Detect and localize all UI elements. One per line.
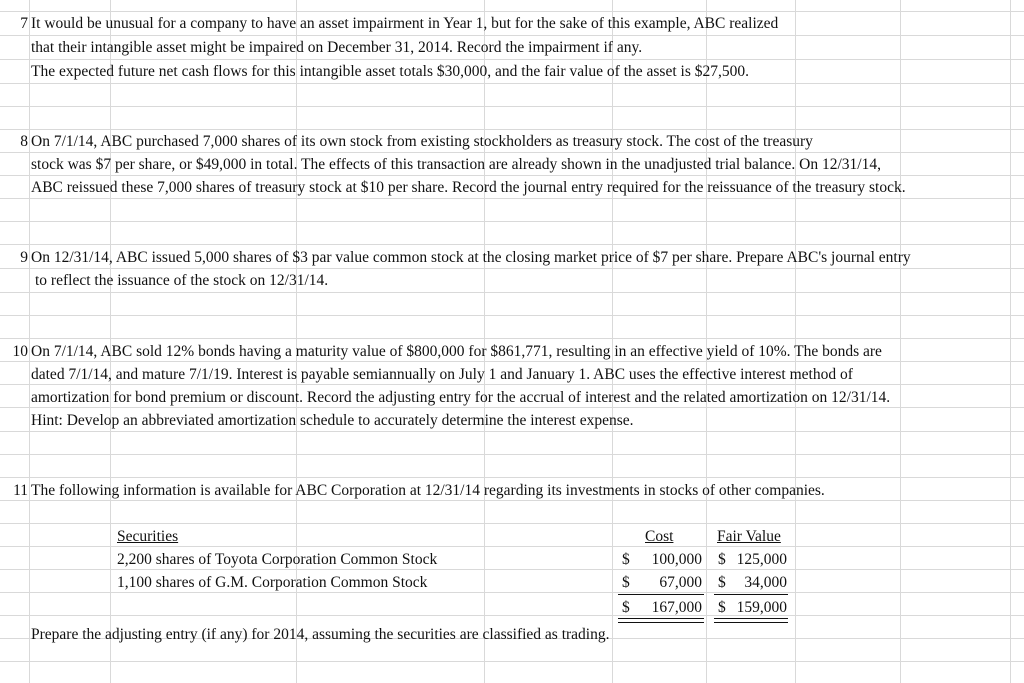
- problem-text-line: On 7/1/14, ABC purchased 7,000 shares of its own stock from existing stockholders as treasury stock. The cost of the treasury: [31, 133, 813, 150]
- total-double-rule: [714, 618, 788, 623]
- total-double-rule: [618, 618, 704, 623]
- total-fair-value-value: 159,000: [736, 599, 787, 616]
- table-row-security: 2,200 shares of Toyota Corporation Common Stock: [117, 551, 438, 568]
- subtotal-rule: [714, 594, 788, 595]
- problem-text-line: that their intangible asset might be impaired on December 31, 2014. Record the impairment if any.: [31, 39, 643, 56]
- problem-number: 9: [20, 249, 28, 266]
- table-row-security: 1,100 shares of G.M. Corporation Common Stock: [117, 574, 428, 591]
- fair-value-currency-sign: $: [718, 574, 726, 591]
- fair-value-currency-sign: $: [718, 551, 726, 568]
- problem-text-line: to reflect the issuance of the stock on 12/31/14.: [35, 272, 329, 289]
- problem-number: 10: [12, 343, 28, 360]
- problem-number: 8: [20, 133, 28, 150]
- total-fair-value-currency-sign: $: [718, 599, 726, 616]
- problem-number: 11: [13, 482, 28, 499]
- problem-text-line: dated 7/1/14, and mature 7/1/19. Interest is payable semiannually on July 1 and January 1. ABC uses the effective interest method of: [31, 366, 853, 383]
- cost-value: 100,000: [651, 551, 702, 568]
- problem-text-line: The following information is available for ABC Corporation at 12/31/14 regarding its investments in stocks of other companies.: [31, 482, 825, 499]
- securities-header: Securities: [117, 528, 179, 545]
- fair-value-value: 125,000: [736, 551, 787, 568]
- total-cost-currency-sign: $: [622, 599, 630, 616]
- problem-text-line: The expected future net cash flows for this intangible asset totals $30,000, and the fair value of the asset is $27,500.: [31, 63, 749, 80]
- fair-value-header: Fair Value: [717, 528, 781, 545]
- problem-number: 7: [20, 15, 28, 32]
- subtotal-rule: [618, 594, 704, 595]
- problem-text-line: It would be unusual for a company to have an asset impairment in Year 1, but for the sake of this example, ABC realized: [31, 15, 779, 32]
- problem-text-line: On 7/1/14, ABC sold 12% bonds having a maturity value of $800,000 for $861,771, resulting in an effective yield of 10%. The bonds are: [31, 343, 882, 360]
- cost-currency-sign: $: [622, 574, 630, 591]
- fair-value-value: 34,000: [744, 574, 787, 591]
- closing-instruction: Prepare the adjusting entry (if any) for 2014, assuming the securities are classified as trading.: [31, 626, 610, 643]
- cost-header: Cost: [645, 528, 674, 545]
- problem-text-line: amortization for bond premium or discount. Record the adjusting entry for the accrual of interest and the related amortization on 12/31/14.: [31, 389, 891, 406]
- problem-text-line: Hint: Develop an abbreviated amortization schedule to accurately determine the interest expense.: [31, 412, 634, 429]
- problem-text-line: ABC reissued these 7,000 shares of treasury stock at $10 per share. Record the journal entry required for the reissuance of the treasury stock.: [31, 179, 906, 196]
- cost-value: 67,000: [659, 574, 702, 591]
- problem-text-line: On 12/31/14, ABC issued 5,000 shares of $3 par value common stock at the closing market price of $7 per share. Prepare ABC's journal entry: [31, 249, 911, 266]
- problem-text-line: stock was $7 per share, or $49,000 in total. The effects of this transaction are already shown in the unadjusted trial balance. On 12/31/14,: [31, 156, 881, 173]
- cost-currency-sign: $: [622, 551, 630, 568]
- total-cost-value: 167,000: [651, 599, 702, 616]
